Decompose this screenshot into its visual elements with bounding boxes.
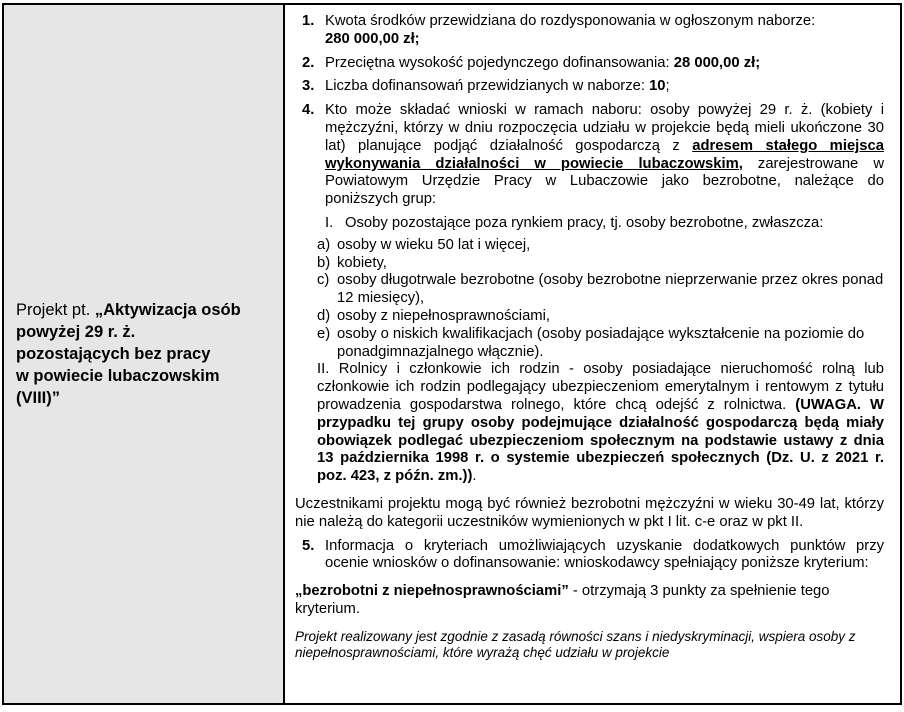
sub-item-e-marker: e)	[317, 325, 331, 342]
group-1-marker: I.	[325, 214, 334, 231]
list-item-4-number: 4.	[302, 102, 315, 119]
sub-item-a	[317, 237, 884, 255]
project-title-cell	[4, 5, 285, 703]
project-title: Projekt pt. „Aktywizacja osób powyżej 29 r. ż. pozostających bez pracy w powiecie lubaczowskim (VIII)”	[16, 301, 241, 407]
list-item-4	[295, 102, 884, 486]
sub-item-a-text: osoby w wieku 50 lat i więcej,	[337, 236, 531, 253]
details-cell	[285, 5, 900, 703]
group-1-title: Osoby pozostające poza rynkiem pracy, tj. osoby bezrobotne, zwłaszcza:	[345, 214, 824, 231]
sub-item-d-text: osoby z niepełnosprawnościami,	[337, 307, 551, 324]
group-1-header	[325, 215, 884, 233]
sub-item-c-text: osoby długotrwale bezrobotne (osoby bezrobotne nieprzerwanie przez okres ponad 12 miesięcy),	[337, 272, 884, 307]
list-item-1	[295, 13, 884, 49]
sub-item-c-marker: c)	[317, 272, 330, 289]
sub-item-c	[317, 272, 884, 308]
sub-item-e	[317, 326, 884, 362]
list-item-1-number: 1.	[302, 13, 315, 29]
list-item-5	[295, 538, 884, 574]
sub-item-a-marker: a)	[317, 236, 331, 253]
sub-item-e-text: osoby o niskich kwalifikacjach (osoby posiadające wykształcenie na poziomie do ponadgimnazjalnego włącznie).	[337, 325, 865, 360]
list-item-4-body	[317, 102, 885, 486]
announcement-table	[2, 3, 902, 705]
sub-item-b-text: kobiety,	[337, 254, 387, 271]
sub-item-b-marker: b)	[317, 254, 331, 271]
list-item-4-intro: Kto może składać wnioski w ramach naboru: osoby powyżej 29 r. ż. (kobiety i mężczyźni, którzy w dniu rozpoczęcia udziału w projekcie będą mieli ukończone 30 lat) planujące podjąć działalność gospodarczą z adresem stałego miejsca wykonywania działalności w powiecie lubaczowskim, zarejestrowane w Powiatowym Urzędzie Pracy w Lubaczowie jako bezrobotne, należące do poniższych grup:	[325, 102, 885, 208]
list-item-2	[295, 55, 884, 73]
group-1-sublist	[317, 237, 884, 362]
list-item-5-number: 5.	[302, 537, 315, 554]
list-item-3	[295, 78, 884, 96]
list-item-3-number: 3.	[302, 78, 315, 95]
participants-note-paragraph: Uczestnikami projektu mogą być również bezrobotni mężczyźni w wieku 30-49 lat, którzy nie należą do kategorii uczestników wymienionych w pkt I lit. c-e oraz w pkt II.	[295, 495, 884, 530]
list-item-1-text: Kwota środków przewidziana do rozdysponowania w ogłoszonym naborze: 280 000,00 zł;	[325, 13, 816, 47]
list-item-2-number: 2.	[302, 54, 315, 71]
list-item-5-text: Informacja o kryteriach umożliwiających uzyskanie dodatkowych punktów przy ocenie wniosków o dofinansowanie: wnioskodawcy spełniający poniższe kryterium:	[325, 537, 884, 572]
equality-footer-note: Projekt realizowany jest zgodnie z zasadą równości szans i niedyskryminacji, wspiera osoby z niepełnosprawnościami, które wyrażą chęć udziału w projekcie	[295, 628, 856, 661]
list-item-3-text: Liczba dofinansowań przewidzianych w naborze: 10;	[325, 78, 670, 95]
sub-item-d-marker: d)	[317, 307, 331, 324]
criterion-paragraph: „bezrobotni z niepełnosprawnościami” - otrzymają 3 punkty za spełnienie tego kryterium.	[295, 583, 830, 617]
list-item-2-text: Przeciętna wysokość pojedynczego dofinansowania: 28 000,00 zł;	[325, 54, 761, 71]
sub-item-b	[317, 255, 884, 273]
sub-item-d	[317, 308, 884, 326]
group-2-paragraph: II. Rolnicy i członkowie ich rodzin - osoby posiadające nieruchomość rolną lub członkowie ich rodzin podlegający ubezpieczeniom emerytalnym i rentowym z tytułu prowadzenia gospodarstwa rolnego, które chcą odejść z rolnictwa. (UWAGA. W przypadku tej grupy osoby podejmujące działalność gospodarczą będą miały obowiązek podlegać ubezpieczeniom społecznym na podstawie ustawy z dnia 13 października 1998 r. o systemie ubezpieczeń społecznych (Dz. U. z 2021 r. poz. 423, z późn. zm.)).	[317, 361, 884, 485]
